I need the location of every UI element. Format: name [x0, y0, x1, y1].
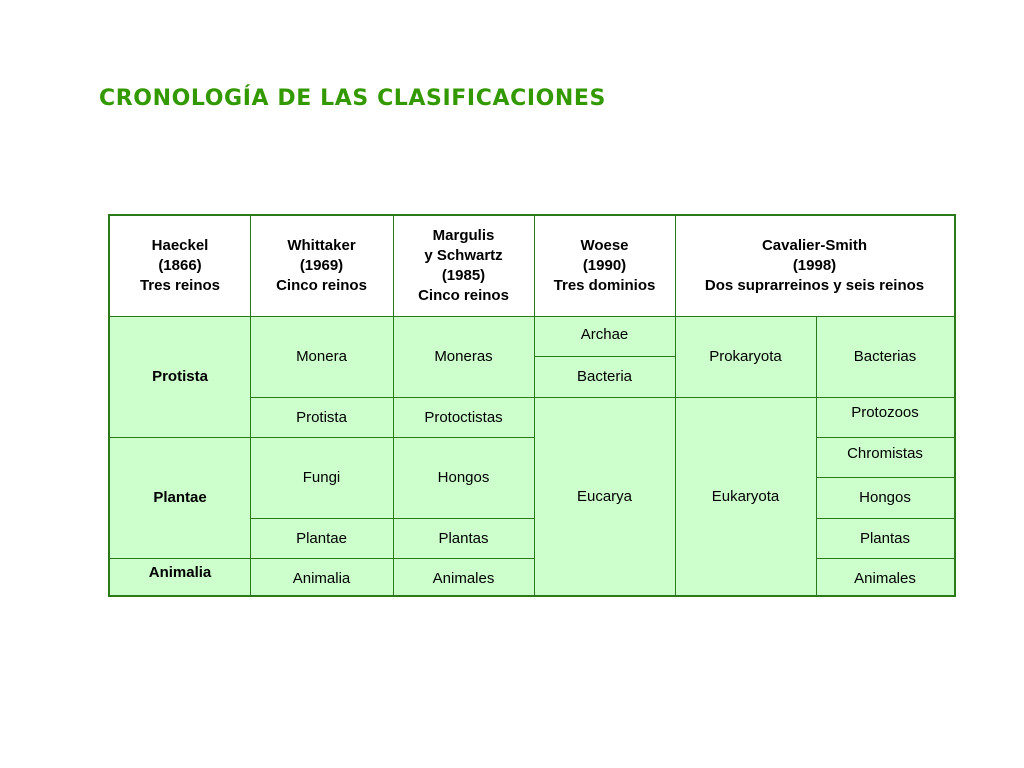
grid-line [110, 316, 954, 317]
whittaker-protista: Protista [250, 397, 393, 437]
grid-line [250, 397, 954, 398]
header-whittaker-name: Whittaker [287, 237, 356, 254]
whittaker-fungi: Fungi [250, 437, 393, 518]
header-margulis-desc: Cinco reinos [418, 287, 509, 304]
haeckel-animalia: Animalia [110, 558, 250, 595]
header-haeckel-desc: Tres reinos [139, 277, 221, 294]
cavalier-prokaryota: Prokaryota [675, 316, 816, 397]
header-margulis-year: (1985) [441, 267, 486, 284]
header-woese-name: Woese [580, 237, 629, 254]
margulis-hongos: Hongos [393, 437, 534, 518]
cavalier-protozoos: Protozoos [816, 397, 954, 437]
header-cavalier-desc: Dos suprarreinos y seis reinos [704, 277, 925, 294]
haeckel-protista: Protista [110, 316, 250, 437]
header-margulis [393, 216, 534, 316]
cavalier-eukaryota: Eukaryota [675, 397, 816, 595]
header-margulis-name: Margulis [432, 227, 495, 244]
haeckel-plantae: Plantae [110, 437, 250, 558]
header-cavalier-name: Cavalier-Smith [761, 237, 868, 254]
header-cavalier-smith [675, 216, 954, 316]
grid-line [675, 216, 676, 595]
grid-line [534, 216, 535, 595]
header-woese-year: (1990) [582, 257, 627, 274]
grid-line [816, 437, 954, 438]
grid-line [393, 216, 394, 595]
margulis-protoctistas: Protoctistas [393, 397, 534, 437]
header-haeckel [110, 216, 250, 316]
woese-archae: Archae [534, 316, 675, 356]
header-whittaker-desc: Cinco reinos [276, 277, 367, 294]
header-whittaker [250, 216, 393, 316]
grid-line [110, 558, 534, 559]
cavalier-chromistas: Chromistas [816, 437, 954, 477]
cavalier-bacterias: Bacterias [816, 316, 954, 397]
margulis-plantas: Plantas [393, 518, 534, 558]
cavalier-plantas: Plantas [816, 518, 954, 558]
whittaker-monera: Monera [250, 316, 393, 397]
grid-line [250, 216, 251, 595]
grid-line [816, 477, 954, 478]
header-haeckel-year: (1866) [158, 257, 202, 274]
grid-line [816, 558, 954, 559]
page-title: CRONOLOGÍA DE LAS CLASIFICACIONES [99, 86, 606, 111]
header-cavalier-year: (1998) [792, 257, 837, 274]
header-woese [534, 216, 675, 316]
grid-line [110, 437, 534, 438]
header-haeckel-name: Haeckel [151, 237, 209, 254]
cavalier-hongos: Hongos [816, 477, 954, 518]
header-woese-desc: Tres dominios [553, 277, 656, 294]
grid-line [534, 356, 675, 357]
woese-eucarya: Eucarya [534, 397, 675, 595]
grid-line [816, 316, 817, 595]
header-margulis-coauthor: y Schwartz [424, 247, 503, 264]
woese-bacteria: Bacteria [534, 356, 675, 397]
classification-table [108, 214, 956, 597]
whittaker-animalia: Animalia [250, 558, 393, 595]
grid-line [250, 518, 534, 519]
margulis-animales: Animales [393, 558, 534, 595]
header-whittaker-year: (1969) [299, 257, 344, 274]
whittaker-plantae: Plantae [250, 518, 393, 558]
margulis-moneras: Moneras [393, 316, 534, 397]
grid-line [816, 518, 954, 519]
cavalier-animales: Animales [816, 558, 954, 595]
